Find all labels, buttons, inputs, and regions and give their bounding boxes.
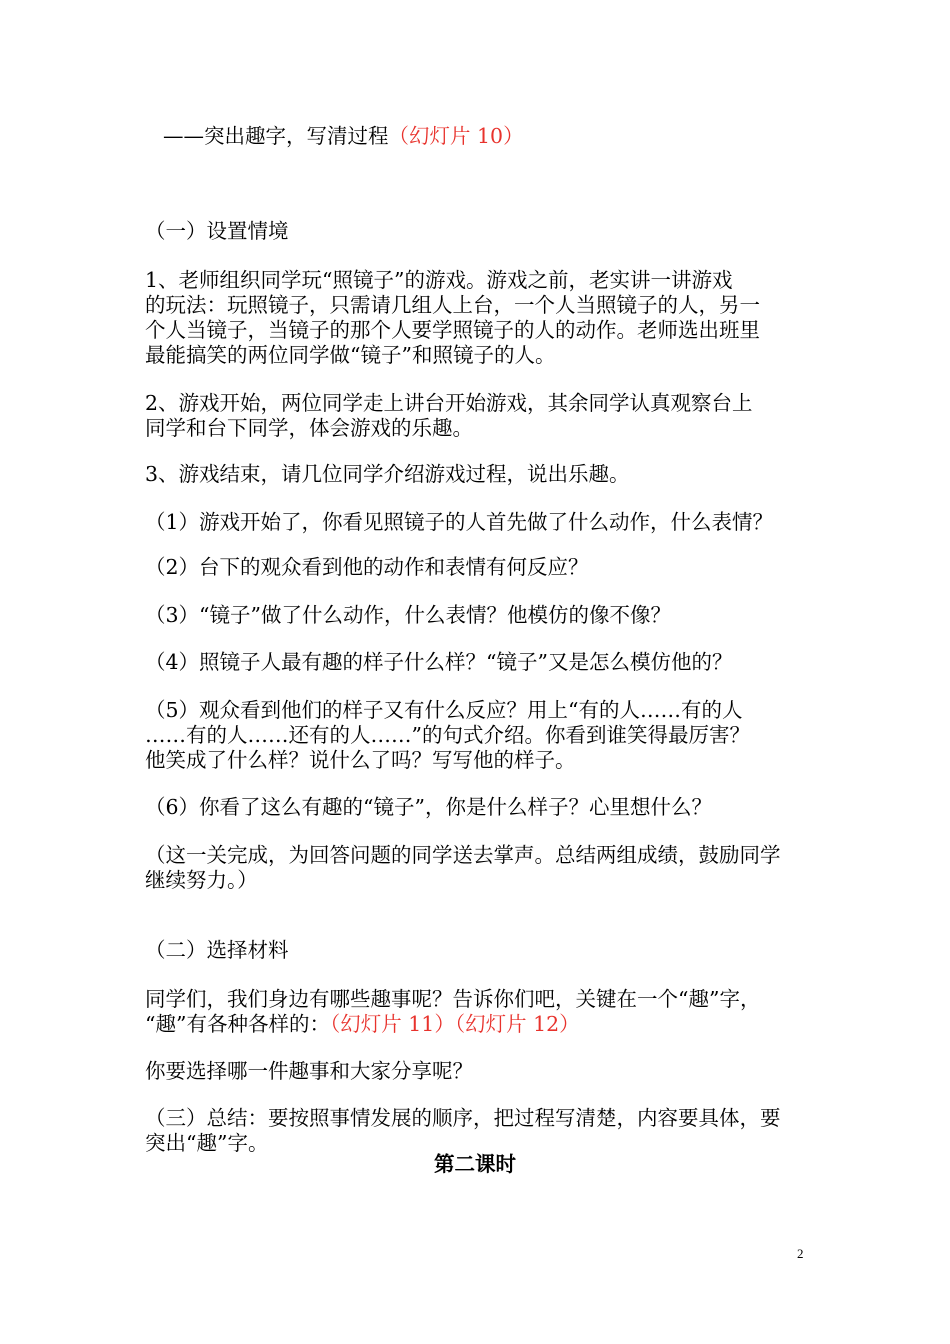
question-5-line-2: ……有的人……还有的人……”的句式介绍。你看到谁笑得最厉害？ bbox=[145, 723, 750, 747]
question-1: （1）游戏开始了，你看见照镜子的人首先做了什么动作，什么表情？ bbox=[145, 510, 774, 534]
paragraph-2-line-2: 同学和台下同学，体会游戏的乐趣。 bbox=[145, 416, 473, 440]
paragraph-1-line-3: 个人当镜子，当镜子的那个人要学照镜子的人的动作。老师选出班里 bbox=[145, 318, 760, 342]
question-4: （4）照镜子人最有趣的样子什么样？“镜子”又是怎么模仿他的？ bbox=[145, 650, 733, 674]
paragraph-3: 3、游戏结束，请几位同学介绍游戏过程，说出乐趣。 bbox=[145, 462, 630, 486]
question-3: （3）“镜子”做了什么动作，什么表情？他模仿的像不像？ bbox=[145, 603, 672, 627]
question-2: （2）台下的观众看到他的动作和表情有何反应？ bbox=[145, 555, 589, 579]
question-5-line-1: （5）观众看到他们的样子又有什么反应？用上“有的人……有的人 bbox=[145, 698, 743, 722]
slide-ref-10: （幻灯片 10） bbox=[388, 124, 524, 148]
summary-line-2: 突出“趣”字。 bbox=[145, 1131, 269, 1155]
section-heading-2: （二）选择材料 bbox=[145, 938, 289, 962]
paragraph-2-line-1: 2、游戏开始，两位同学走上讲台开始游戏，其余同学认真观察台上 bbox=[145, 391, 753, 415]
section-heading-1: （一）设置情境 bbox=[145, 219, 289, 243]
paragraph-4-line-1: 同学们，我们身边有哪些趣事呢？告诉你们吧，关键在一个“趣”字， bbox=[145, 987, 761, 1011]
paragraph-4-line-2 bbox=[145, 1012, 580, 1037]
note-line-1: （这一关完成，为回答问题的同学送去掌声。总结两组成绩，鼓励同学 bbox=[145, 843, 781, 867]
note-line-2: 继续努力。） bbox=[145, 868, 258, 892]
slide-ref-11-12: （幻灯片 11）（幻灯片 12） bbox=[329, 1012, 580, 1036]
paragraph-5: 你要选择哪一件趣事和大家分享呢？ bbox=[145, 1059, 473, 1083]
question-6: （6）你看了这么有趣的“镜子”，你是什么样子？心里想什么？ bbox=[145, 795, 713, 819]
page-number: 2 bbox=[797, 1246, 804, 1261]
summary-line-1: （三）总结：要按照事情发展的顺序，把过程写清楚，内容要具体，要 bbox=[145, 1106, 781, 1130]
paragraph-4-text: “趣”有各种各样的： bbox=[145, 1012, 330, 1036]
lesson-title: 第二课时 bbox=[434, 1152, 516, 1176]
question-5-line-3: 他笑成了什么样？说什么了吗？写写他的样子。 bbox=[145, 748, 576, 772]
subtitle-text: ——突出趣字，写清过程 bbox=[163, 124, 389, 148]
paragraph-1-line-4: 最能搞笑的两位同学做“镜子”和照镜子的人。 bbox=[145, 343, 556, 367]
paragraph-1-line-2: 的玩法：玩照镜子，只需请几组人上台，一个人当照镜子的人，另一 bbox=[145, 293, 760, 317]
paragraph-1-line-1: 1、老师组织同学玩“照镜子”的游戏。游戏之前，老实讲一讲游戏 bbox=[145, 268, 733, 292]
subtitle-line bbox=[163, 124, 524, 149]
